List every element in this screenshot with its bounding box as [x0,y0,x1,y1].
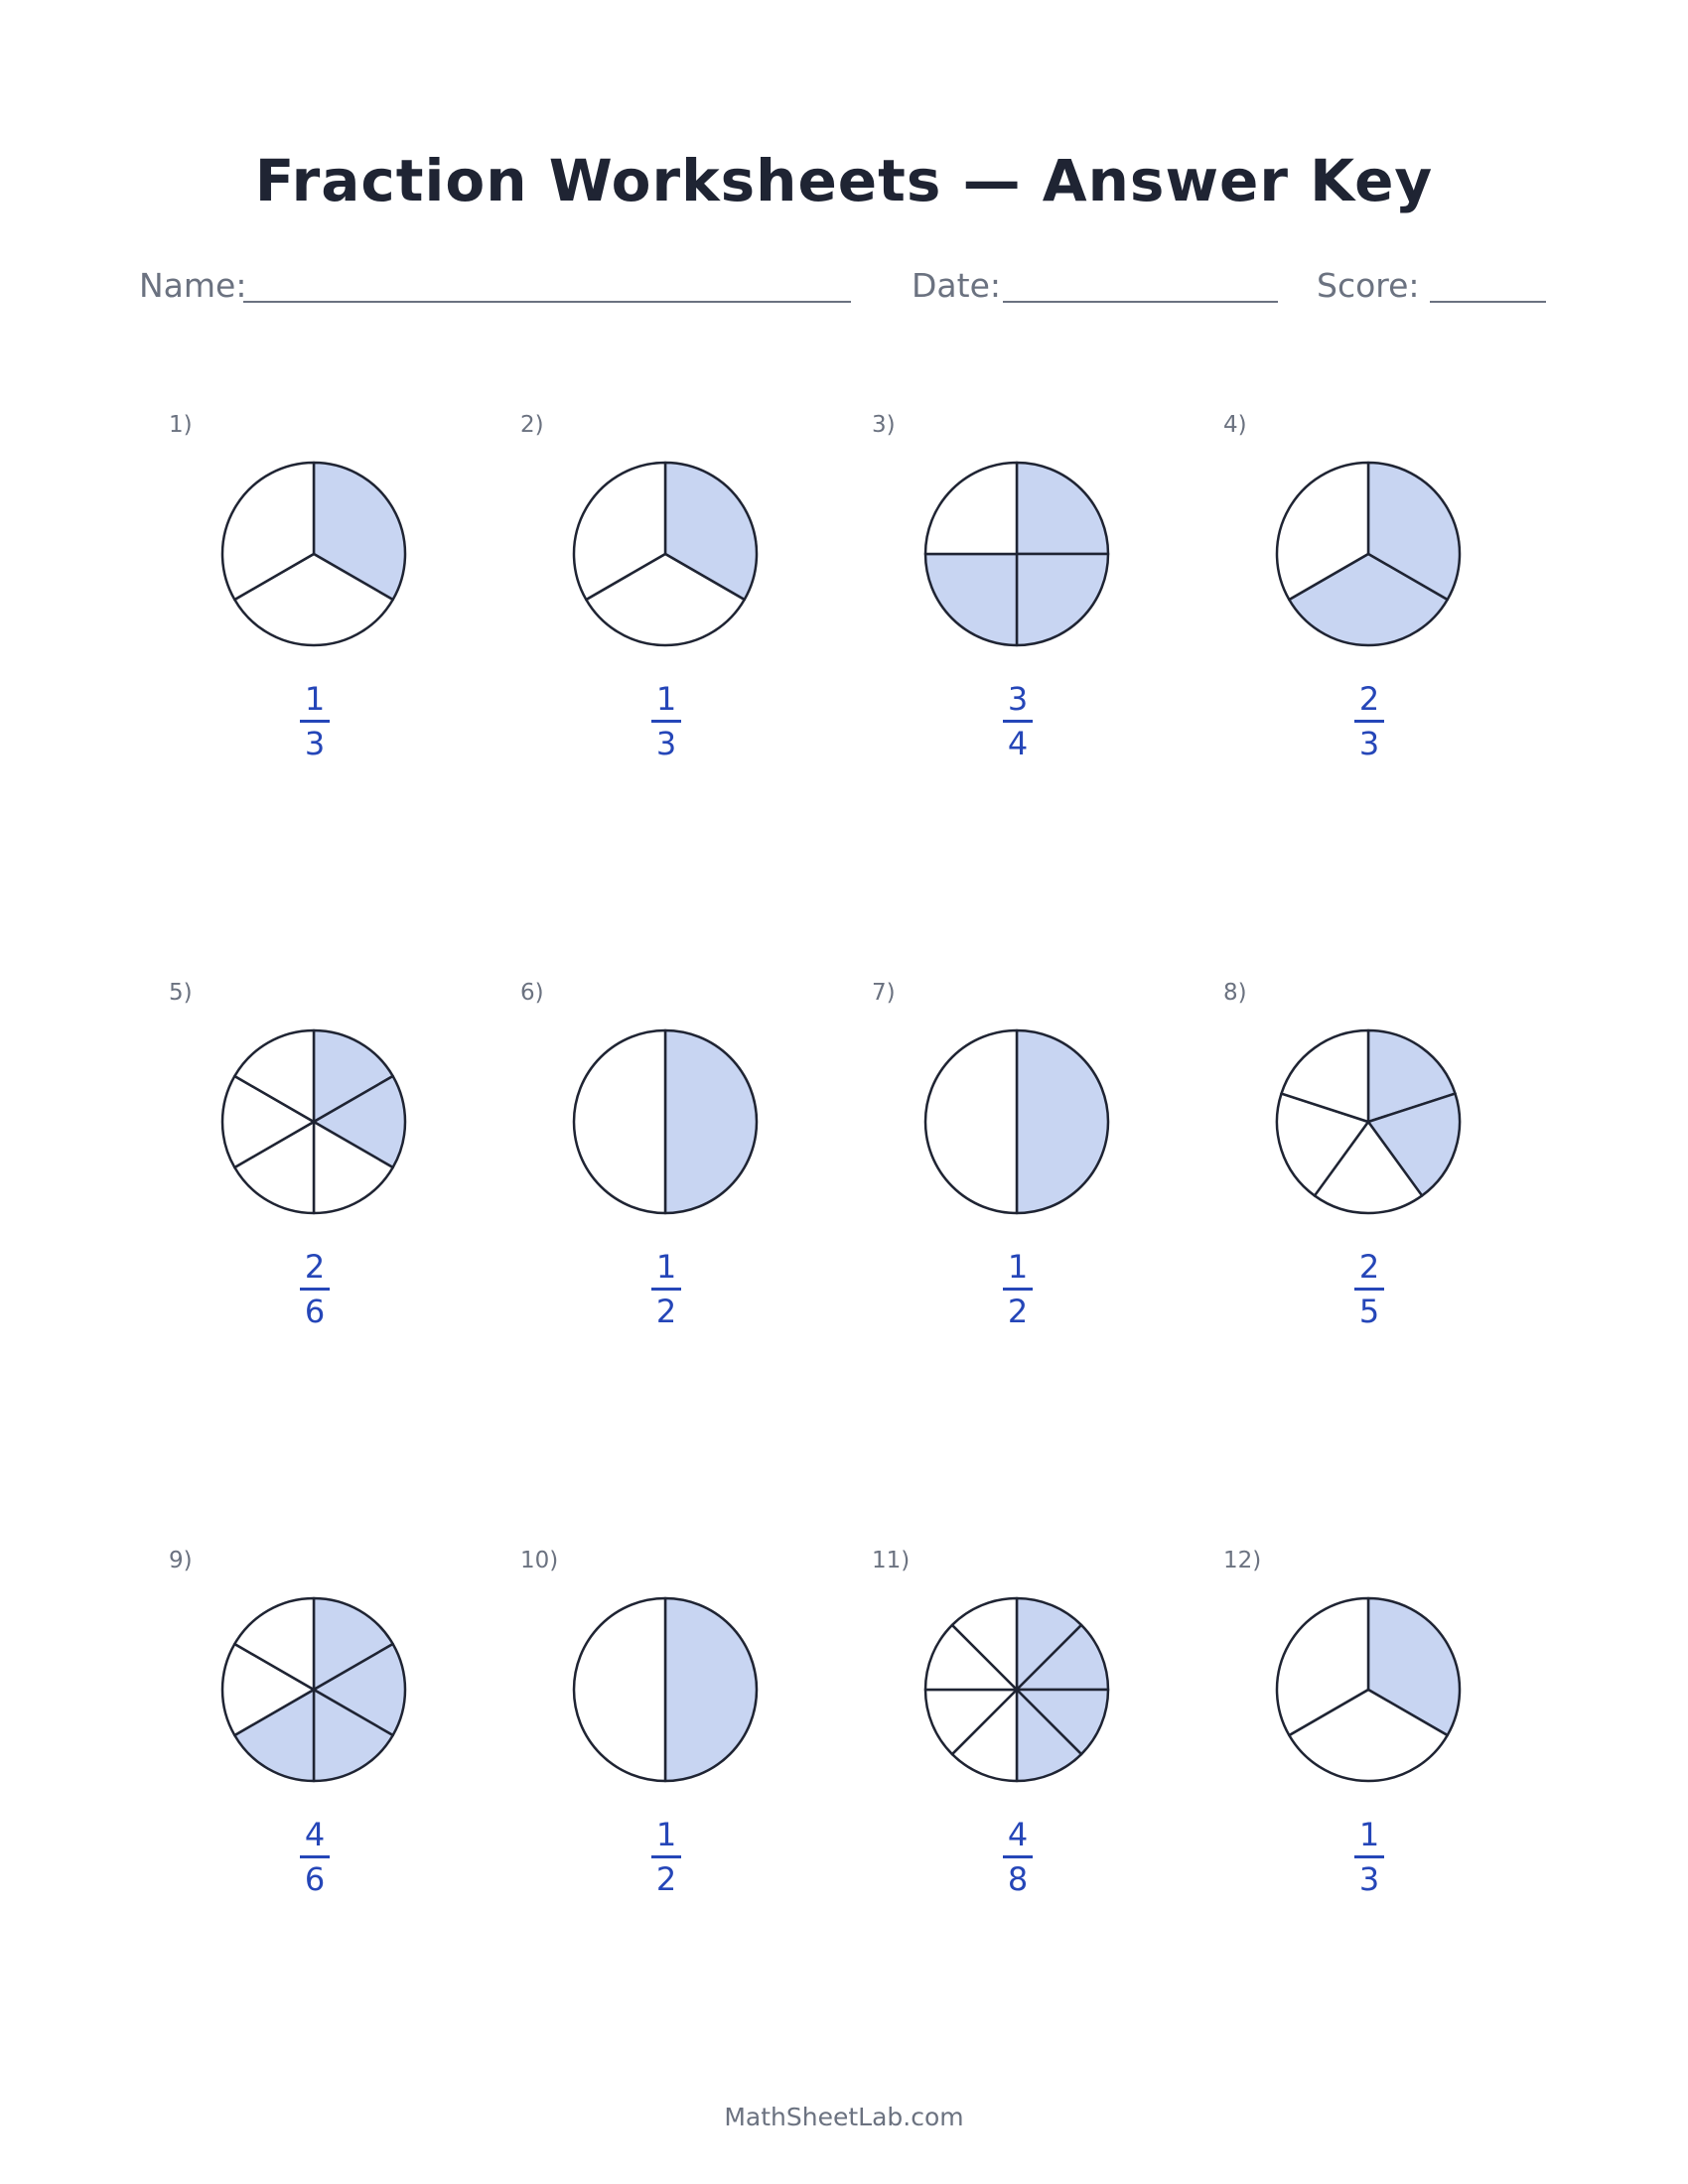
fraction-circle [219,1027,408,1216]
fraction-bar [651,720,681,723]
numerator: 1 [655,1816,677,1853]
numerator: 1 [1007,1248,1029,1286]
name-field[interactable] [243,301,851,303]
denominator: 3 [1358,1860,1380,1898]
fraction-bar [1354,720,1384,723]
denominator: 2 [655,1860,677,1898]
problem-number: 6) [520,980,544,1006]
page-title: Fraction Worksheets — Answer Key [254,147,1434,214]
numerator: 2 [304,1248,326,1286]
problem-number: 5) [169,980,193,1006]
unshaded-sector [925,463,1017,554]
problem-number: 8) [1223,980,1247,1006]
numerator: 1 [655,1248,677,1286]
answer-fraction [617,680,716,762]
denominator: 3 [655,725,677,762]
fraction-bar [1354,1288,1384,1291]
numerator: 2 [1358,680,1380,718]
fraction-bar [651,1288,681,1291]
denominator: 3 [304,725,326,762]
answer-fraction [617,1248,716,1330]
fraction-bar [651,1855,681,1858]
answer-fraction [265,1816,364,1898]
problem-number: 1) [169,412,193,438]
denominator: 8 [1007,1860,1029,1898]
fraction-circle [571,460,760,648]
fraction-bar [1003,1288,1033,1291]
problem-number: 9) [169,1548,193,1573]
problem-number: 10) [520,1548,559,1573]
unshaded-sector [574,1030,665,1213]
numerator: 1 [655,680,677,718]
numerator: 1 [304,680,326,718]
unshaded-sector [574,1598,665,1781]
denominator: 6 [304,1860,326,1898]
answer-fraction [617,1816,716,1898]
fraction-circle [1274,1027,1463,1216]
fraction-circle [571,1595,760,1784]
fraction-circle [1274,460,1463,648]
problem-number: 7) [872,980,896,1006]
score-label: Score: [1317,266,1420,305]
fraction-circle [922,1595,1111,1784]
answer-fraction [265,1248,364,1330]
fraction-circle [1274,1595,1463,1784]
denominator: 6 [304,1293,326,1330]
problem-number: 11) [872,1548,911,1573]
problem-number: 2) [520,412,544,438]
fraction-bar [1003,1855,1033,1858]
fraction-circle [922,1027,1111,1216]
shaded-sector [1017,463,1108,554]
answer-fraction [1320,1816,1419,1898]
footer-brand: MathSheetLab.com [724,2103,964,2131]
problem-item [139,980,491,1377]
answer-fraction [968,1248,1067,1330]
denominator: 2 [655,1293,677,1330]
denominator: 3 [1358,725,1380,762]
shaded-sector [665,1030,757,1213]
problem-item [842,980,1194,1377]
problem-item [1194,412,1545,809]
problem-item [491,980,842,1377]
problem-item [491,1548,842,1945]
problem-number: 12) [1223,1548,1262,1573]
problem-item [1194,980,1545,1377]
fraction-circle [219,460,408,648]
fraction-bar [1003,720,1033,723]
denominator: 2 [1007,1293,1029,1330]
numerator: 4 [1007,1816,1029,1853]
denominator: 5 [1358,1293,1380,1330]
answer-fraction [1320,680,1419,762]
problem-item [1194,1548,1545,1945]
shaded-sector [1017,554,1108,645]
date-label: Date: [912,266,1001,305]
date-field[interactable] [1003,301,1278,303]
problem-item [842,412,1194,809]
answer-fraction [265,680,364,762]
answer-fraction [1320,1248,1419,1330]
problem-number: 3) [872,412,896,438]
fraction-bar [300,1855,330,1858]
fraction-circle [219,1595,408,1784]
numerator: 3 [1007,680,1029,718]
score-field[interactable] [1430,301,1546,303]
denominator: 4 [1007,725,1029,762]
numerator: 4 [304,1816,326,1853]
fraction-bar [300,720,330,723]
unshaded-sector [925,1030,1017,1213]
answer-fraction [968,1816,1067,1898]
problem-item [139,412,491,809]
numerator: 1 [1358,1816,1380,1853]
problem-number: 4) [1223,412,1247,438]
shaded-sector [665,1598,757,1781]
shaded-sector [925,554,1017,645]
shaded-sector [1017,1030,1108,1213]
fraction-circle [922,460,1111,648]
numerator: 2 [1358,1248,1380,1286]
name-label: Name: [139,266,247,305]
fraction-circle [571,1027,760,1216]
answer-fraction [968,680,1067,762]
problem-item [491,412,842,809]
problem-item [842,1548,1194,1945]
fraction-bar [1354,1855,1384,1858]
problem-item [139,1548,491,1945]
fraction-bar [300,1288,330,1291]
